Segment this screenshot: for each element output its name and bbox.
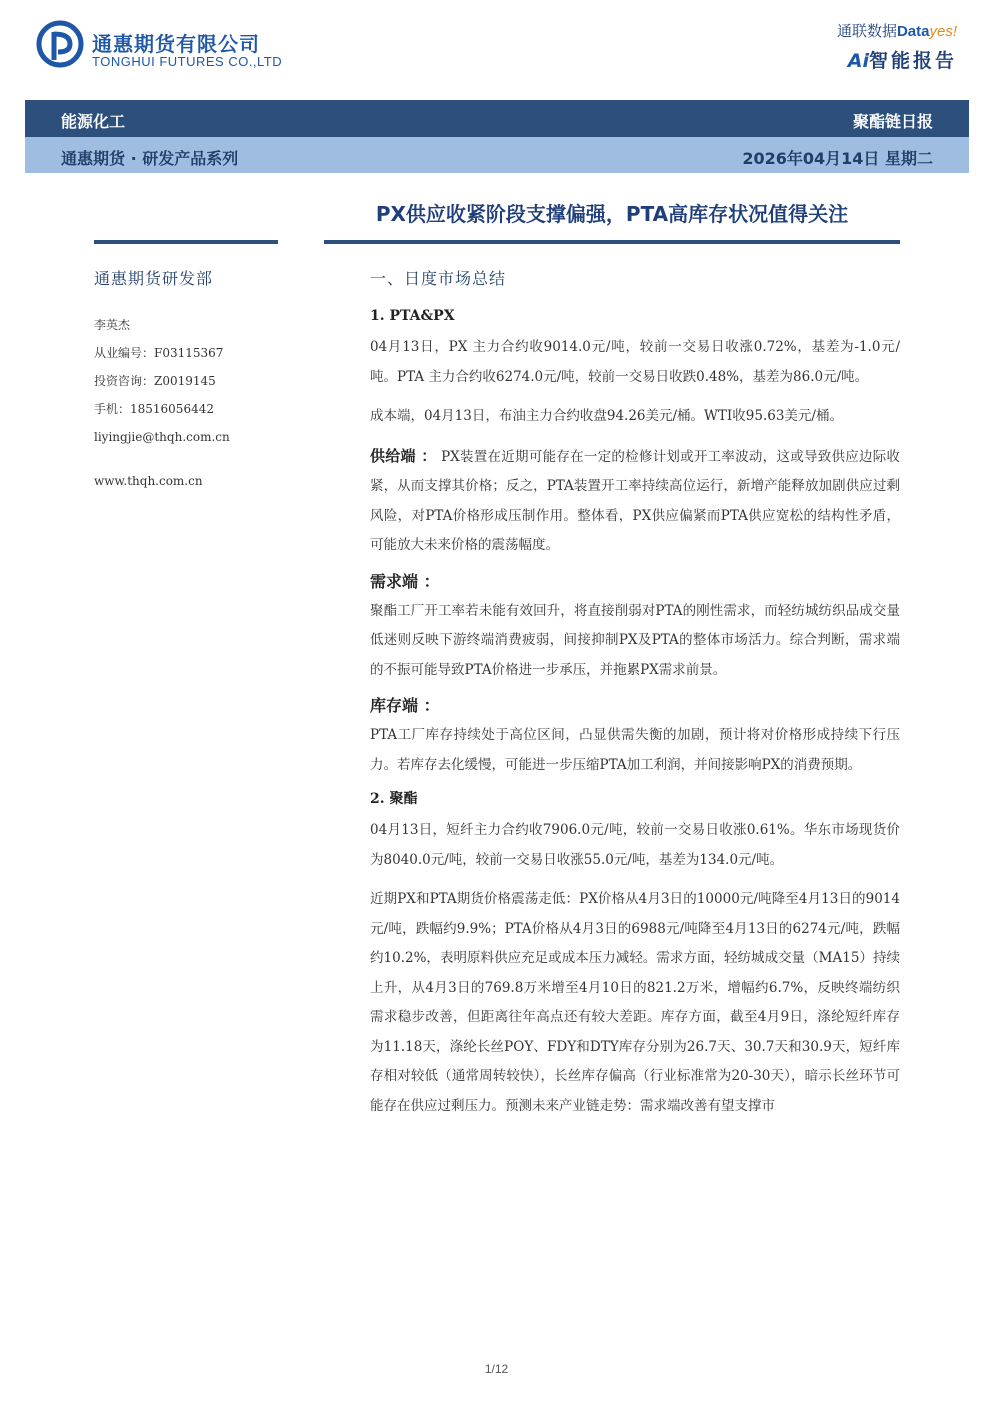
page-header [0, 0, 993, 96]
email-link[interactable]: liyingjie@thqh.com.cn [94, 430, 230, 444]
company-name-en: TONGHUI FUTURES CO.,LTD [92, 54, 283, 69]
department-name: 通惠期货研发部 [94, 269, 214, 288]
demand-heading: 需求端 ： [370, 571, 440, 591]
website-link[interactable]: www.thqh.com.cn [94, 474, 203, 488]
series-band [25, 137, 969, 173]
paragraph-polyester-prices: 04月13日，短纤主力合约收7906.0元/吨，较前一交易日收涨0.61%。华东市场现货价为8040.0元/吨，较前一交易日收涨55.0元/吨，基差为134.0元/吨。 [370, 822, 900, 868]
subsection-heading-polyester: 2. 聚酯 [370, 791, 418, 807]
report-body [370, 266, 900, 1127]
paragraph-inventory: PTA工厂库存持续处于高位区间，凸显供需失衡的加剧，预计将对价格形成持续下行压力。若库存去化缓慢，可能进一步压缩PTA加工利润，并间接影响PX的消费预期。 [370, 727, 900, 773]
phone-number: 手机：18516056442 [94, 402, 214, 416]
report-type-label: 聚酯链日报 [852, 112, 933, 131]
sidebar-divider [94, 240, 278, 244]
brand-report: 智能报告 [868, 50, 957, 72]
brand-data: Data [896, 23, 930, 40]
subsection-heading-pta-px: 1. PTA&PX [370, 308, 455, 324]
paragraph-market-analysis: 近期PX和PTA期货价格震荡走低：PX价格从4月3日的10000元/吨降至4月13日的9014元/吨，跌幅约9.9%；PTA价格从4月3日的6988元/吨降至4月13日的6274元/吨，跌幅约10.2%，表明原料供应充足或成本压力减轻。需求方面，轻纺城成交量（MA15）持续上升，从4月3日的769.8万米增至4月10日的821.2万米，增幅约6.7%，反映终端纺织需求稳步改善，但距离往年高点还有较大差距。库存方面，截至4月9日，涤纶短纤库存为11.18天，涤纶长丝POY、FDY和DTY库存分别为26.7天、30.7天和30.9天，短纤库存相对较低（通常周转较快），长丝库存偏高（行业标准常为20-30天），暗示长丝环节可能存在供应过剩压力。预测未来产业链走势：需求端改善有望支撑市 [370, 891, 900, 1114]
category-label: 能源化工 [61, 112, 126, 131]
brand-prefix: 通联数据 [836, 23, 897, 40]
paragraph-pta-px-prices: 04月13日，PX 主力合约收9014.0元/吨，较前一交易日收涨0.72%，基差为-1.0元/吨。PTA 主力合约收6274.0元/吨，较前一交易日收跌0.48%，基差为86.0元/吨。 [370, 339, 900, 385]
brand-yes: yes! [929, 23, 957, 40]
report-date: 2026年04月14日 星期二 [742, 149, 933, 168]
paragraph-demand: 聚酯工厂开工率若未能有效回升，将直接削弱对PTA的刚性需求，而轻纺城纺织品成交量低迷则反映下游终端消费疲弱，间接抑制PX及PTA的整体市场活力。综合判断，需求端的不振可能导致PTA价格进一步承压，并拖累PX需求前景。 [370, 602, 900, 678]
tonghui-logo-icon [36, 20, 84, 68]
supply-label: 供给端 ： [370, 446, 437, 465]
series-label: 通惠期货 · 研发产品系列 [61, 149, 239, 168]
company-name-cn: 通惠期货有限公司 [92, 32, 260, 56]
analyst-name: 李英杰 [94, 318, 131, 332]
inventory-heading: 库存端 ： [370, 696, 440, 715]
advisory-number: 投资咨询：Z0019145 [94, 374, 216, 388]
ai-report-brand [848, 46, 957, 73]
supply-text: PX装置在近期可能存在一定的检修计划或开工率波动，这或导致供应边际收紧，从而支撑其价格；反之，PTA装置开工率持续高位运行，新增产能释放加剧供应过剩风险，对PTA价格形成压制作用。整体看，PX供应偏紧而PTA供应宽松的结构性矛盾，可能放大未来价格的震荡幅度。 [370, 448, 900, 553]
license-number: 从业编号：F03115367 [94, 346, 224, 360]
page-number: 1/12 [484, 1362, 509, 1376]
paragraph-supply [370, 442, 900, 561]
brand-ai: Ai [847, 50, 869, 72]
report-title: PX供应收紧阶段支撑偏强，PTA高库存状况值得关注 [375, 202, 849, 226]
datayes-brand [837, 20, 957, 41]
category-band [25, 100, 969, 137]
paragraph-cost: 成本端，04月13日，布油主力合约收盘94.26美元/桶。WTI收95.63美元/桶。 [370, 408, 843, 424]
title-divider [324, 240, 900, 244]
section-heading: 一、日度市场总结 [370, 269, 507, 288]
author-sidebar [94, 266, 294, 495]
